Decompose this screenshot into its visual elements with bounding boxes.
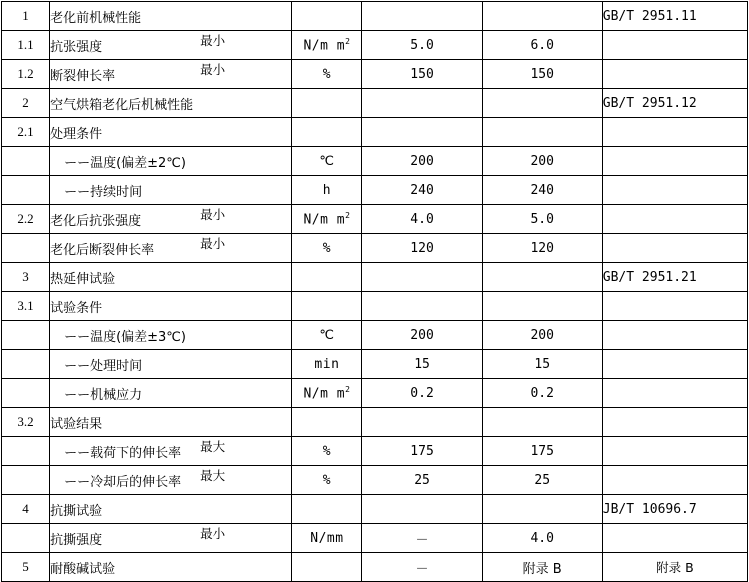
row-number-cell — [2, 321, 50, 350]
row-standard-cell — [602, 234, 747, 263]
row-item-cell — [50, 147, 292, 176]
row-value-1-cell: 4.0 — [362, 205, 482, 234]
row-standard-cell — [602, 118, 747, 147]
row-standard-cell — [602, 176, 747, 205]
row-value-1-cell: 200 — [362, 147, 482, 176]
row-value-2-cell: 6.0 — [482, 31, 602, 60]
row-number-cell: 4 — [2, 495, 50, 524]
row-standard-cell: GB/T 2951.21 — [602, 263, 747, 292]
row-value-1-cell: － — [362, 524, 482, 553]
row-unit-label: % — [322, 472, 332, 488]
row-value-2-cell: 5.0 — [482, 205, 602, 234]
row-number-cell: 5 — [2, 553, 50, 582]
row-number-cell: 3 — [2, 263, 50, 292]
row-item-cell — [50, 321, 292, 350]
table-row — [2, 118, 748, 147]
row-item-label: ーー持续时间 — [64, 184, 143, 200]
row-standard-cell: 附录 B — [602, 553, 747, 582]
row-unit-cell — [292, 350, 362, 379]
row-item-label: 老化后断裂伸长率 — [50, 242, 155, 258]
row-standard-cell — [602, 321, 747, 350]
row-standard-cell — [602, 524, 747, 553]
row-standard-cell — [602, 350, 747, 379]
row-value-2-cell — [482, 118, 602, 147]
row-item-cell — [50, 350, 292, 379]
row-item-label: 耐酸碱试验 — [50, 561, 116, 577]
row-value-1-cell — [362, 89, 482, 118]
row-standard-cell — [602, 466, 747, 495]
row-item-cell — [50, 466, 292, 495]
row-unit-cell — [292, 379, 362, 408]
table-row — [2, 524, 748, 553]
row-item-label: ーー机械应力 — [64, 387, 143, 403]
row-value-1-cell: 175 — [362, 437, 482, 466]
row-value-1-cell — [362, 2, 482, 31]
table-row — [2, 263, 748, 292]
row-value-1-cell — [362, 292, 482, 321]
row-item-cell — [50, 408, 292, 437]
row-item-cell — [50, 118, 292, 147]
row-number-cell: 2.1 — [2, 118, 50, 147]
row-number-cell: 1.2 — [2, 60, 50, 89]
row-value-1-cell: 150 — [362, 60, 482, 89]
row-qualifier-label: 最大 — [200, 439, 226, 454]
table-row — [2, 292, 748, 321]
row-item-label: ーー处理时间 — [64, 358, 143, 374]
row-value-1-cell: 120 — [362, 234, 482, 263]
row-qualifier-label: 最小 — [200, 526, 226, 541]
row-number-cell — [2, 350, 50, 379]
row-number-cell: 1 — [2, 2, 50, 31]
row-unit-cell — [292, 2, 362, 31]
row-unit-cell — [292, 553, 362, 582]
row-unit-label: N/m m — [303, 38, 346, 54]
row-standard-cell — [602, 292, 747, 321]
row-number-cell: 3.2 — [2, 408, 50, 437]
row-item-label: 空气烘箱老化后机械性能 — [50, 97, 194, 113]
table-row — [2, 2, 748, 31]
row-value-1-cell: 240 — [362, 176, 482, 205]
row-item-label: ーー温度(偏差±2℃) — [64, 155, 186, 171]
row-unit-cell — [292, 60, 362, 89]
row-unit-cell — [292, 495, 362, 524]
row-value-2-cell — [482, 408, 602, 437]
row-value-2-cell: 25 — [482, 466, 602, 495]
row-item-label: 处理条件 — [50, 126, 103, 142]
row-unit-label: % — [322, 240, 332, 256]
table-row — [2, 379, 748, 408]
specification-table — [1, 1, 748, 582]
row-item-cell — [50, 524, 292, 553]
row-unit-label: N/m m — [303, 386, 346, 402]
row-standard-cell — [602, 60, 747, 89]
row-value-2-cell: 15 — [482, 350, 602, 379]
row-qualifier-label: 最小 — [200, 33, 226, 48]
row-value-2-cell — [482, 2, 602, 31]
row-unit-label: h — [322, 182, 332, 198]
row-unit-cell — [292, 118, 362, 147]
row-value-2-cell: 150 — [482, 60, 602, 89]
row-unit-cell — [292, 31, 362, 60]
row-item-label: 试验结果 — [50, 416, 103, 432]
row-unit-cell — [292, 466, 362, 495]
row-item-cell — [50, 437, 292, 466]
row-item-label: 热延伸试验 — [50, 271, 116, 287]
row-value-1-cell — [362, 408, 482, 437]
row-value-2-cell — [482, 292, 602, 321]
row-number-cell: 3.1 — [2, 292, 50, 321]
row-number-cell: 1.1 — [2, 31, 50, 60]
row-item-cell — [50, 292, 292, 321]
row-standard-cell — [602, 437, 747, 466]
row-item-cell — [50, 60, 292, 89]
row-number-cell — [2, 379, 50, 408]
row-item-label: 抗撕试验 — [50, 503, 103, 519]
row-unit-label: N/m m — [303, 212, 346, 228]
row-unit-cell — [292, 176, 362, 205]
row-unit-cell — [292, 321, 362, 350]
row-qualifier-label: 最小 — [200, 62, 226, 77]
row-item-label: 断裂伸长率 — [50, 68, 116, 84]
table-row — [2, 350, 748, 379]
row-number-cell — [2, 524, 50, 553]
row-value-2-cell: 200 — [482, 321, 602, 350]
table-row — [2, 31, 748, 60]
row-number-cell — [2, 176, 50, 205]
row-value-2-cell — [482, 495, 602, 524]
row-unit-cell — [292, 89, 362, 118]
row-unit-cell — [292, 234, 362, 263]
row-unit-label: % — [322, 443, 332, 459]
row-item-label: ーー温度(偏差±3℃) — [64, 329, 186, 345]
row-number-cell — [2, 234, 50, 263]
row-standard-cell — [602, 408, 747, 437]
row-unit-exponent: 2 — [345, 210, 351, 220]
row-number-cell: 2 — [2, 89, 50, 118]
table-row — [2, 408, 748, 437]
row-item-cell — [50, 31, 292, 60]
row-value-2-cell: 0.2 — [482, 379, 602, 408]
row-unit-cell — [292, 292, 362, 321]
row-number-cell — [2, 147, 50, 176]
row-standard-cell: GB/T 2951.12 — [602, 89, 747, 118]
row-value-1-cell — [362, 118, 482, 147]
row-value-2-cell: 附录 B — [482, 553, 602, 582]
row-item-label: ーー冷却后的伸长率 — [64, 474, 182, 490]
row-value-2-cell: 120 — [482, 234, 602, 263]
row-unit-label: ℃ — [319, 327, 335, 343]
table-row — [2, 321, 748, 350]
row-value-1-cell — [362, 495, 482, 524]
table-row — [2, 234, 748, 263]
row-item-cell — [50, 234, 292, 263]
row-item-label: 老化后抗张强度 — [50, 213, 142, 229]
row-item-label: ーー载荷下的伸长率 — [64, 445, 182, 461]
row-value-1-cell: － — [362, 553, 482, 582]
row-value-2-cell — [482, 89, 602, 118]
row-value-2-cell: 175 — [482, 437, 602, 466]
row-qualifier-label: 最大 — [200, 468, 226, 483]
row-value-1-cell: 5.0 — [362, 31, 482, 60]
row-standard-cell — [602, 205, 747, 234]
row-item-cell — [50, 176, 292, 205]
table-row — [2, 205, 748, 234]
row-value-1-cell: 200 — [362, 321, 482, 350]
row-item-cell — [50, 205, 292, 234]
row-unit-label: N/mm — [310, 530, 344, 546]
row-unit-cell — [292, 147, 362, 176]
row-unit-label: ℃ — [319, 153, 335, 169]
row-item-label: 抗撕强度 — [50, 532, 103, 548]
row-unit-cell — [292, 408, 362, 437]
row-value-1-cell: 0.2 — [362, 379, 482, 408]
table-row — [2, 89, 748, 118]
row-unit-exponent: 2 — [345, 36, 351, 46]
row-unit-exponent: 2 — [345, 384, 351, 394]
table-row — [2, 466, 748, 495]
table-row — [2, 60, 748, 89]
row-item-cell — [50, 89, 292, 118]
row-item-cell — [50, 379, 292, 408]
table-row — [2, 176, 748, 205]
row-unit-cell — [292, 263, 362, 292]
row-number-cell: 2.2 — [2, 205, 50, 234]
row-standard-cell — [602, 379, 747, 408]
row-standard-cell — [602, 31, 747, 60]
row-item-cell — [50, 553, 292, 582]
row-qualifier-label: 最小 — [200, 236, 226, 251]
row-item-cell — [50, 495, 292, 524]
row-number-cell — [2, 466, 50, 495]
row-value-1-cell: 15 — [362, 350, 482, 379]
row-value-1-cell: 25 — [362, 466, 482, 495]
row-value-1-cell — [362, 263, 482, 292]
row-standard-cell — [602, 147, 747, 176]
row-value-2-cell: 4.0 — [482, 524, 602, 553]
row-unit-cell — [292, 437, 362, 466]
table-row — [2, 553, 748, 582]
spec-table-sheet — [0, 1, 749, 577]
row-unit-cell — [292, 205, 362, 234]
row-unit-label: min — [314, 356, 340, 372]
row-item-cell — [50, 2, 292, 31]
row-qualifier-label: 最小 — [200, 207, 226, 222]
row-unit-label: % — [322, 66, 332, 82]
table-row — [2, 495, 748, 524]
row-number-cell — [2, 437, 50, 466]
row-item-label: 试验条件 — [50, 300, 103, 316]
row-standard-cell: GB/T 2951.11 — [602, 2, 747, 31]
row-value-2-cell — [482, 263, 602, 292]
row-item-label: 抗张强度 — [50, 39, 103, 55]
table-row — [2, 147, 748, 176]
row-item-cell — [50, 263, 292, 292]
row-standard-cell: JB/T 10696.7 — [602, 495, 747, 524]
table-body — [2, 2, 748, 582]
row-value-2-cell: 240 — [482, 176, 602, 205]
row-value-2-cell: 200 — [482, 147, 602, 176]
row-unit-cell — [292, 524, 362, 553]
row-item-label: 老化前机械性能 — [50, 10, 142, 26]
table-row — [2, 437, 748, 466]
